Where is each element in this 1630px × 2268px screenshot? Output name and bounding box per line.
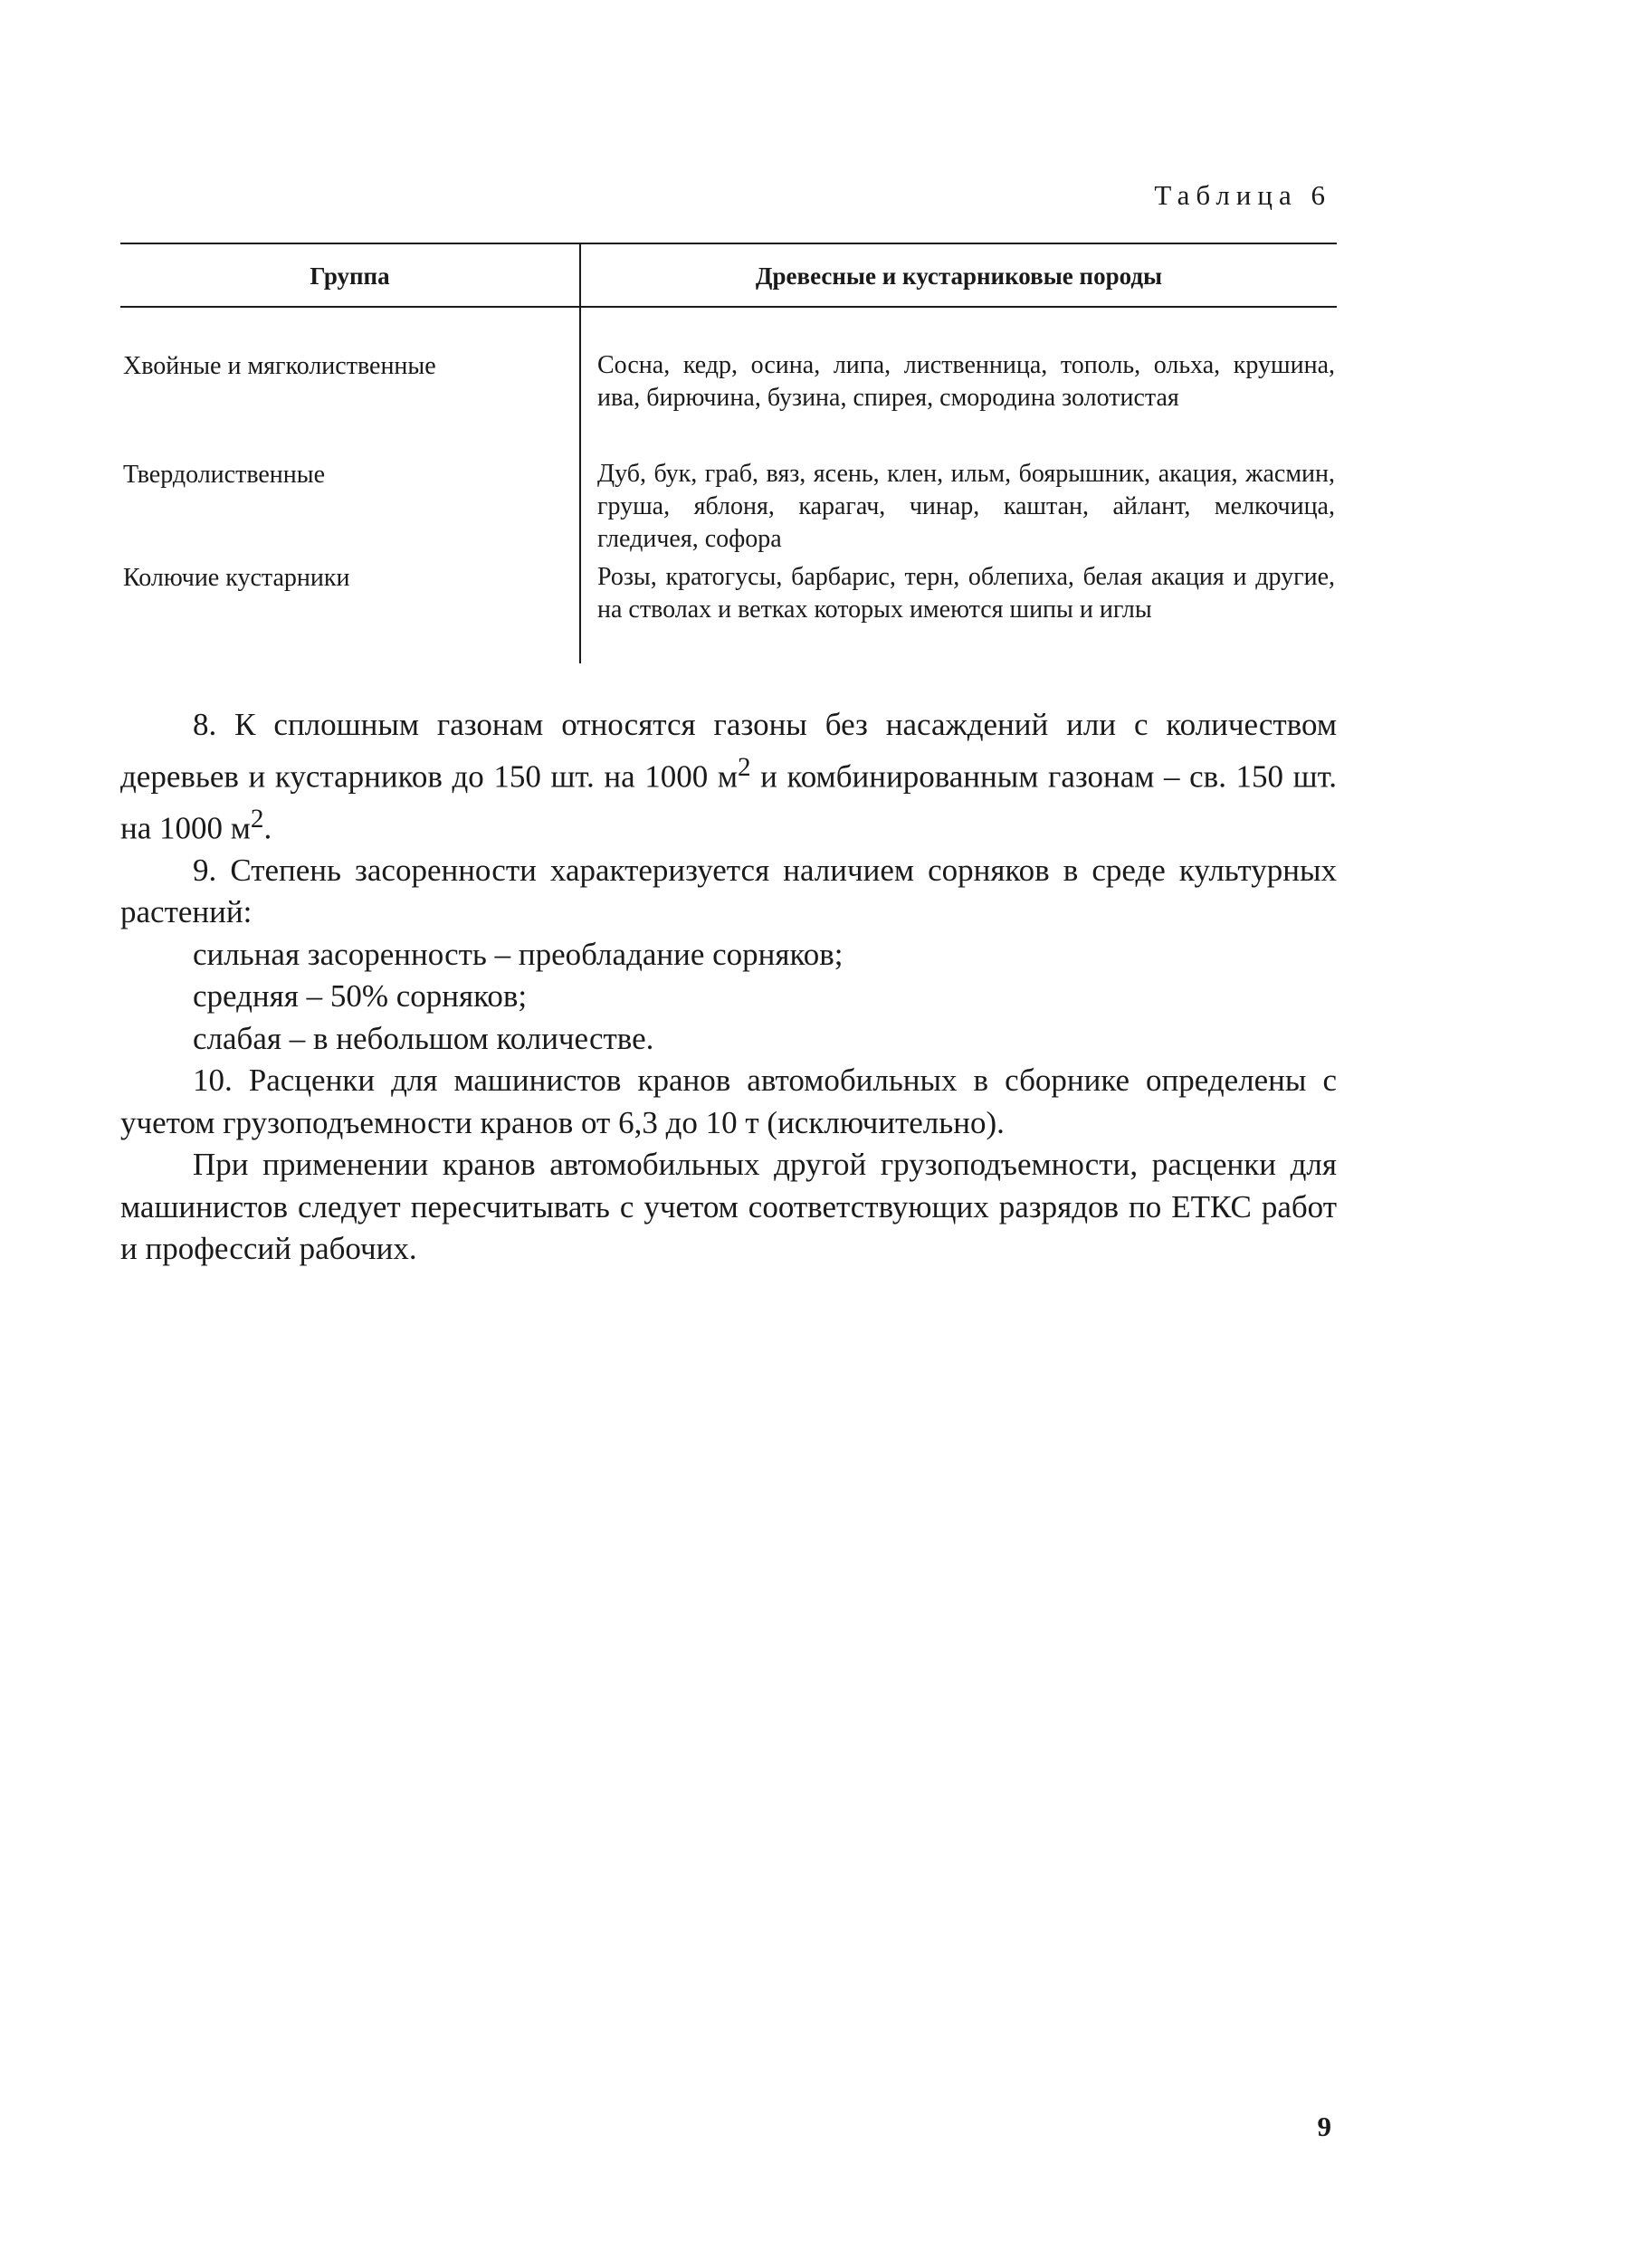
superscript-2: 2	[738, 752, 751, 782]
paragraph-10: 10. Расценки для машинистов кранов автомобильных в сборнике определены с учетом грузоподъемности кранов от 6,3 до 10 т (исключительно).	[120, 1063, 1337, 1140]
table-header-group: Группа	[310, 262, 390, 290]
table-column-divider	[579, 243, 581, 663]
list-item: средняя – 50% сорняков;	[193, 978, 528, 1015]
paragraph-9: 9. Степень засоренности характеризуется наличием сорняков в среде культурных растений:	[120, 852, 1337, 930]
list-item: слабая – в небольшом количестве.	[193, 1020, 654, 1056]
table-caption: Таблица 6	[1154, 179, 1331, 211]
table-cell-group: Твердолиственные	[123, 461, 326, 489]
superscript-2: 2	[250, 804, 264, 834]
table-cell-group: Колючие кустарники	[123, 564, 350, 592]
table-cell-group: Хвойные и мягколиственные	[123, 352, 436, 380]
list-item: сильная засоренность – преобладание сорняков;	[193, 936, 844, 972]
species-table	[120, 243, 1337, 663]
body-text	[120, 704, 1337, 1271]
table-cell-species: Дуб, бук, граб, вяз, ясень, клен, ильм, боярышник, акация, жасмин, груша, яблоня, карагач, чинар, каштан, айлант, мелкочица, гледичея, софора	[597, 460, 1335, 553]
paragraph-11: При применении кранов автомобильных другой грузоподъемности, расценки для машинистов следует пересчитывать с учетом соответствующих разрядов по ЕТКС работ и профессий рабочих.	[120, 1147, 1337, 1267]
table-header-rule	[120, 306, 1337, 308]
table-header-species: Древесные и кустарниковые породы	[755, 262, 1163, 290]
table-top-rule	[120, 243, 1337, 244]
paragraph-8-text-c: .	[263, 810, 272, 846]
table-cell-species: Розы, кратогусы, барбарис, терн, облепиха, белая акация и другие, на стволах и ветках которых имеются шипы и иглы	[597, 563, 1335, 624]
paragraph-8-text-b: и комбинированным газонам – св. 150 шт. на 1000 м	[120, 758, 1337, 846]
paragraph-8	[120, 704, 1337, 850]
paragraph-8-text-a: 8. К сплошным газонам относятся газоны без насаждений или с количеством деревьев и кустарников до 150 шт. на 1000 м	[120, 707, 1337, 795]
page-number: 9	[1317, 2111, 1331, 2142]
table-cell-species: Сосна, кедр, осина, липа, лиственница, тополь, ольха, крушина, ива, бирючина, бузина, спирея, смородина золотистая	[597, 351, 1335, 412]
